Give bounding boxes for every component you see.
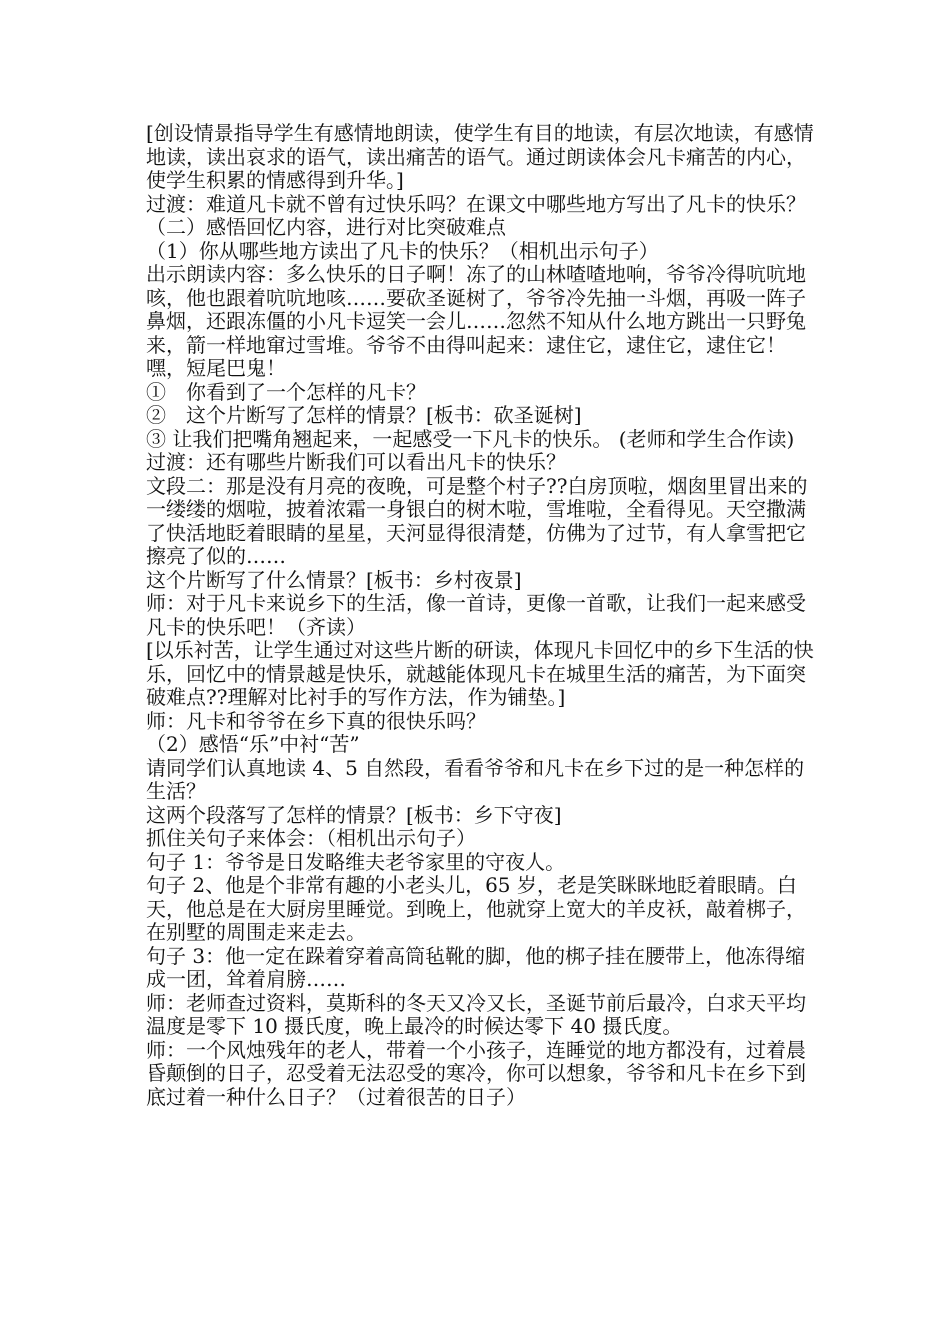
document-body bbox=[146, 122, 820, 1109]
reading-passage: 文段二：那是没有月亮的夜晚，可是整个村子??白房顶啦，烟囱里冒出来的一缕缕的烟啦，披着浓霜一身银白的树木啦，雪堆啦，全看得见。天空撒满了快活地眨着眼睛的星星，天河显得很清楚，仿佛为了过节，有人拿雪把它擦亮了似的…… bbox=[146, 473, 808, 568]
paragraph: 师：凡卡和爷爷在乡下真的很快乐吗？ bbox=[146, 708, 486, 733]
question: （1）你从哪些地方读出了凡卡的快乐？（相机出示句子） bbox=[146, 238, 659, 263]
paragraph: 师：老师查过资料，莫斯科的冬天又冷又长，圣诞节前后最冷，白求天平均温度是零下 10 摄氏度，晚上最冷的时候达零下 40 摄氏度。 bbox=[146, 990, 806, 1038]
paragraph: 过渡：难道凡卡就不曾有过快乐吗？在课文中哪些地方写出了凡卡的快乐？ bbox=[146, 191, 806, 216]
paragraph: 过渡：还有哪些片断我们可以看出凡卡的快乐？ bbox=[146, 450, 566, 474]
paragraph: 请同学们认真地读 4、5 自然段，看看爷爷和凡卡在乡下过的是一种怎样的生活？ bbox=[146, 755, 805, 803]
question-item: ② 这个片断写了怎样的情景？[板书：砍圣诞树] bbox=[146, 403, 582, 427]
paragraph: 师：对于凡卡来说乡下的生活，像一首诗，更像一首歌，让我们一起来感受凡卡的快乐吧！（齐读） bbox=[146, 591, 806, 639]
teaching-note: [以乐衬苦，让学生通过对这些片断的研读，体现凡卡回忆中的乡下生活的快乐，回忆中的情景越是快乐，就越能体现凡卡在城里生活的痛苦，为下面突破难点??理解对比衬手的写作方法，作为铺垫。] bbox=[146, 638, 814, 709]
reading-passage: 出示朗读内容：多么快乐的日子啊！冻了的山林喳喳地响，爷爷冷得吭吭地咳，他也跟着吭吭地咳……要砍圣诞树了，爷爷冷先抽一斗烟，再吸一阵子鼻烟，还跟冻僵的小凡卡逗笑一会儿……忽然不知从什么地方跳出一只野兔来，箭一样地窜过雪堆。爷爷不由得叫起来：逮住它，逮住它，逮住它！嘿，短尾巴鬼！ bbox=[146, 262, 806, 380]
section-heading: （2）感悟“乐”中衬“苦” bbox=[146, 732, 360, 756]
paragraph: 这个片断写了什么情景？[板书：乡村夜景] bbox=[146, 567, 522, 592]
sentence-item: 句子 3：他一定在跺着穿着高筒毡靴的脚，他的梆子挂在腰带上，他冻得缩成一团，耸着肩膀…… bbox=[146, 943, 806, 991]
sentence-item: 句子 1：爷爷是日发略维夫老爷家里的守夜人。 bbox=[146, 849, 566, 874]
question-item: ① 你看到了一个怎样的凡卡？ bbox=[146, 379, 426, 404]
sentence-item: 句子 2、他是个非常有趣的小老头儿，65 岁，老是笑眯眯地眨着眼睛。白天，他总是在大厨房里睡觉。到晚上，他就穿上宽大的羊皮袄，敲着梆子，在别墅的周围走来走去。 bbox=[146, 873, 806, 944]
paragraph: 这两个段落写了怎样的情景？[板书：乡下守夜] bbox=[146, 802, 562, 827]
paragraph: 师：一个风烛残年的老人，带着一个小孩子，连睡觉的地方都没有，过着晨昏颠倒的日子，忍受着无法忍受的寒冷，你可以想象，爷爷和凡卡在乡下到底过着一种什么日子？（过着很苦的日子） bbox=[146, 1037, 806, 1109]
section-heading: （二）感悟回忆内容，进行对比突破难点 bbox=[146, 215, 506, 239]
paragraph: [创设情景指导学生有感情地朗读，使学生有目的地读，有层次地读，有感情地读，读出哀求的语气，读出痛苦的语气。通过朗读体会凡卡痛苦的内心，使学生积累的情感得到升华。] bbox=[146, 121, 814, 192]
question-item: ③ 让我们把嘴角翘起来，一起感受一下凡卡的快乐。 (老师和学生合作读) bbox=[146, 426, 795, 451]
paragraph: 抓住关句子来体会：（相机出示句子） bbox=[146, 826, 476, 850]
